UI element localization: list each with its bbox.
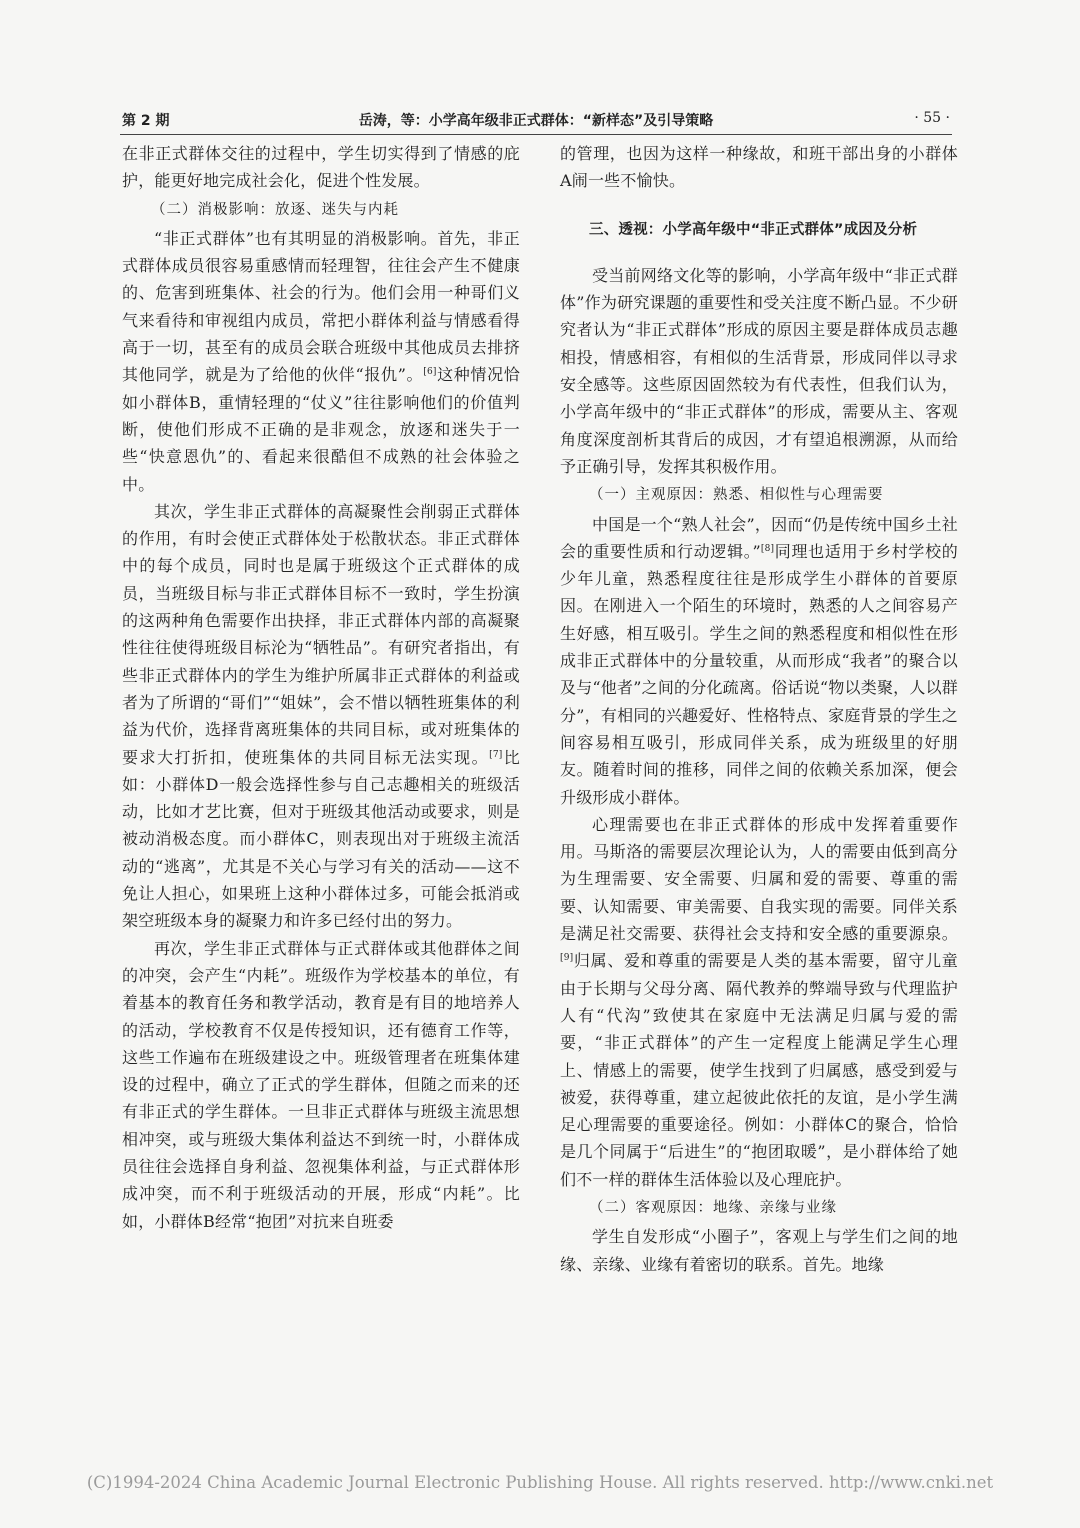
citation-ref: [9]	[560, 953, 574, 964]
paragraph	[122, 225, 520, 498]
paragraph-text: 其次，学生非正式群体的高凝聚性会削弱正式群体的作用，有时会使正式群体处于松散状态。非正式群体中的每个成员，同时也是属于班级这个正式群体的成员，当班级目标与非正式群体目标不一致时，学生扮演的这两种角色需要作出抉择，非正式群体内部的高凝聚性往往使得班级目标沦为“牺牲品”。有研究者指出，有些非正式群体内的学生为维护所属非正式群体的利益或者为了所谓的“哥们”“姐妹”，会不惜以牺牲班集体的利益为代价，选择背离班集体的共同目标，或对班集体的要求大打折扣，使班集体的共同目标无法实现。	[122, 501, 520, 767]
subheading: （二）客观原因：地缘、亲缘与业缘	[589, 1199, 837, 1216]
paragraph: 学生自发形成“小圈子”，客观上与学生们之间的地缘、亲缘、业缘有着密切的联系。首先。地缘	[560, 1227, 958, 1274]
paragraph	[560, 811, 958, 1193]
citation-ref: [7]	[489, 749, 503, 760]
paragraph: 再次，学生非正式群体与正式群体或其他群体之间的冲突，会产生“内耗”。班级作为学校基本的单位，有着基本的教育任务和教学活动，教育是有目的地培养人的活动，学校教育不仅是传授知识，还有德育工作等，这些工作遍布在班级建设之中。班级管理者在班集体建设的过程中，确立了正式的学生群体，但随之而来的还有非正式的学生群体。一旦非正式群体与班级主流思想相冲突，或与班级大集体利益达不到统一时，小群体成员往往会选择自身利益、忽视集体利益，与正式群体形成冲突，而不利于班级活动的开展，形成“内耗”。比如，小群体B经常“抱团”对抗来自班委	[122, 938, 520, 1231]
running-title: 岳涛，等：小学高年级非正式群体：“新样态”及引导策略	[358, 113, 714, 129]
paragraph	[560, 511, 958, 811]
paragraph: 的管理，也因为这样一种缘故，和班干部出身的小群体A闹一些不愉快。	[560, 144, 958, 191]
paragraph-text: 同理也适用于乡村学校的少年儿童，熟悉程度往往是形成学生小群体的首要原因。在刚进入一个陌生的环境时，熟悉的人之间容易产生好感，相互吸引。学生之间的熟悉程度和相似性在形成非正式群体中的分量较重，从而形成“我者”的聚合以及与“他者”之间的分化疏离。俗话说“物以类聚，人以群分”，有相同的兴趣爱好、性格特点、家庭背景的学生之间容易相互吸引，形成同伴关系，成为班级里的好朋友。随着时间的推移，同伴之间的依赖关系加深，便会升级形成小群体。	[560, 541, 959, 807]
paragraph-text: 中国是一个“熟人社会”，因而“仍是传统中国乡土社会的重要性质和行动逻辑。”	[560, 514, 958, 561]
paragraph-text: 心理需要也在非正式群体的形成中发挥着重要作用。马斯洛的需要层次理论认为，人的需要由低到高分为生理需要、安全需要、归属和爱的需要、尊重的需要、认知需要、审美需要、自我实现的需要。同伴关系是满足社交需要、获得社会支持和安全感的重要源泉。	[560, 814, 958, 944]
paragraph: 在非正式群体交往的过程中，学生切实得到了情感的庇护，能更好地完成社会化，促进个性发展。	[122, 144, 520, 191]
paragraph-text: 归属、爱和尊重的需要是人类的基本需要，留守儿童由于长期与父母分离、隔代教养的弊端导致与代理监护人有“代沟”致使其在家庭中无法满足归属与爱的需要，“非正式群体”的产生一定程度上能满足学生心理上、情感上的需要，使学生找到了归属感，感受到爱与被爱，获得尊重，建立起彼此依托的友谊，是小学生满足心理需要的重要途径。例如：小群体C的聚合，恰恰是几个同属于“后进生”的“抱团取暖”，是小群体给了她们不一样的群体生活体验以及心理庇护。	[560, 951, 958, 1189]
citation-ref: [8]	[760, 543, 775, 554]
running-header	[120, 108, 952, 135]
section-heading: 三、透视：小学高年级中“非正式群体”成因及分析	[589, 221, 918, 238]
paragraph-text: 这种情况恰如小群体B，重情轻理的“仗义”往往影响他们的价值判断，使他们形成不正确的是非观念，放逐和迷失于一些“快意恩仇”的、看起来很酷但不成熟的社会体验之中。	[122, 365, 520, 494]
copyright-footer: (C)1994-2024 China Academic Journal Electronic Publishing House. All rights reserved. http://www.cnki.net	[86, 1473, 994, 1492]
left-column	[122, 140, 520, 1235]
citation-ref: [6]	[423, 367, 437, 378]
subheading: （二）消极影响：放逐、迷失与内耗	[151, 201, 399, 218]
page-number: · 55 ·	[914, 110, 950, 126]
subheading: （一）主观原因：熟悉、相似性与心理需要	[589, 487, 884, 504]
paragraph-text: 比如：小群体D一般会选择性参与自己志趣相关的班级活动，比如才艺比赛，但对于班级其他活动或要求，则是被动消极态度。而小群体C，则表现出对于班级主流活动的“逃离”，尤其是不关心与学习有关的活动——这不免让人担心，如果班上这种小群体过多，可能会抵消或架空班级本身的凝聚力和许多已经付出的努力。	[122, 747, 520, 931]
right-column	[560, 140, 958, 1278]
paragraph: 受当前网络文化等的影响，小学高年级中“非正式群体”作为研究课题的重要性和受关注度不断凸显。不少研究者认为“非正式群体”形成的原因主要是群体成员志趣相投，情感相容，有相似的生活背景，形成同伴以寻求安全感等。这些原因固然较为有代表性，但我们认为，小学高年级中的“非正式群体”的形成，需要从主、客观角度深度剖析其背后的成因，才有望追根溯源，从而给予正确引导，发挥其积极作用。	[560, 265, 958, 476]
issue-number: 第 2 期	[122, 113, 170, 129]
paragraph-text: “非正式群体”也有其明显的消极影响。首先，非正式群体成员很容易重感情而轻理智，往往会产生不健康的、危害到班集体、社会的行为。他们会用一种哥们义气来看待和审视组内成员，常把小群体利益与情感看得高于一切，甚至有的成员会联合班级中其他成员去排挤其他同学，就是为了给他的伙伴“报仇”。	[122, 228, 520, 385]
paragraph	[122, 498, 520, 935]
